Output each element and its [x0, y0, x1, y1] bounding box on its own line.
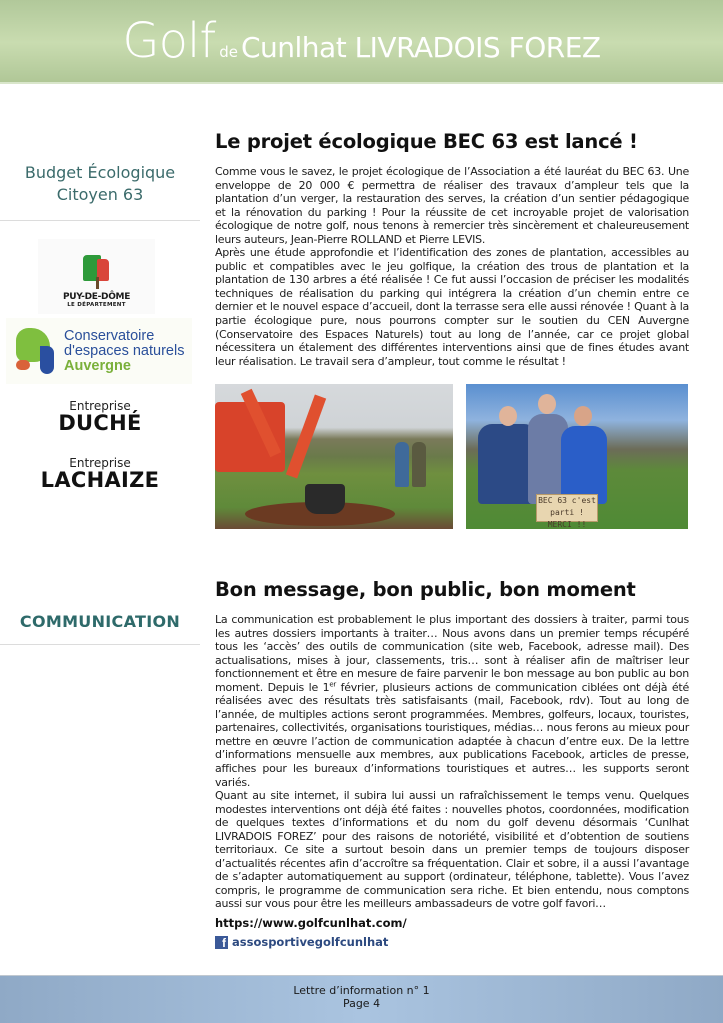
website-link[interactable]: https://www.golfcunlhat.com/ — [215, 916, 407, 931]
partner-name: DUCHÉ — [58, 411, 142, 435]
newsletter-title — [122, 13, 600, 69]
article-body — [215, 165, 689, 368]
paragraph: La communication est probablement le plus important des dossiers à traiter, parmi tous les autres dossiers importants à traiter… Nous avons dans un premier temps récupéré tous les ‘accès’ des outils de communication (site web, Facebook, adresse mail). Des actualisations, mises à jour, classements, tris… sont à réaliser afin de maîtriser leur fonctionnement et être en mesure de faire parvenir le bon message au bon public au bon moment. Depuis le 1er février, plusieurs actions de communication ciblées ont déjà été réalisées avec des résultats très satisfaisants (mail, Facebook, rdv). Tout au long de l’année, de multiples actions seront programmées. Membres, golfeurs, locaux, touristes, partenaires, collectivités, organisations touristiques, médias… nous ferons au mieux pour mettre en œuvre l’action de communication adaptée à chacun d’entre eux. De la lettre d’informations mensuelle aux membres, aux publications Facebook, articles de presse, affiches pour les bureaux d’informations touristiques et autres… les supports seront variés. — [215, 613, 689, 789]
title-club-name: Cunlhat LIVRADOIS FOREZ — [240, 31, 601, 64]
budget-title-line1: Budget Écologique — [24, 163, 176, 182]
partner-name: LACHAIZE — [40, 468, 160, 492]
cen-auvergne-logo — [6, 318, 192, 384]
article-body — [215, 613, 689, 911]
title-de: de — [219, 43, 238, 61]
photo-three-men — [466, 384, 688, 529]
logo-cen-line3: Auvergne — [64, 357, 131, 374]
logo-puy-line2: LE DÉPARTEMENT — [67, 302, 126, 308]
photo-excavator — [215, 384, 453, 529]
puy-de-dome-logo — [38, 239, 155, 314]
footer-newsletter-number: Lettre d’information n° 1 — [293, 984, 430, 997]
tree-icon — [83, 255, 111, 289]
section-label-communication: COMMUNICATION — [19, 612, 181, 631]
partner-label: Entreprise — [69, 399, 131, 413]
article-title: Bon message, bon public, bon moment — [215, 578, 636, 601]
partner-duche — [0, 399, 200, 435]
footer-page-number: Page 4 — [342, 997, 381, 1010]
logo-cen-line1: Conservatoire — [64, 327, 155, 344]
paragraph: Quant au site internet, il subira lui aussi un rafraîchissement le temps venu. Quelques modestes interventions ont déjà été faites : nouvelles photos, coordonnées, modification de quelques textes d’informations et du nom du golf devenu désormais ‘Cunlhat LIVRADOIS FOREZ’ pour des raisons de notoriété, visibilité et d’obtention de soutiens territoriaux. Ce site a surtout besoin dans un premier temps de toujours disposer d’actualités récentes afin d’accroître sa fréquentation. Clair et sobre, il a aussi l’avantage de s’adapter automatiquement au support (ordinateur, téléphone, tablette). Vous l’avez compris, le programme de communication sera riche. Et bien entendu, nous comptons aussi sur vous pour être les meilleurs ambassadeurs de votre golf favori… — [215, 789, 689, 911]
sidebar-divider — [0, 220, 200, 221]
facebook-handle: assosportivegolfcunlhat — [232, 935, 389, 950]
cen-mark-icon — [14, 326, 58, 376]
budget-title-line2: Citoyen 63 — [56, 185, 144, 204]
paragraph: Après une étude approfondie et l’identification des zones de plantation, accessibles au public et compatibles avec le jeu golfique, la création des trous de plantation et la plantation de 130 arbres a été réalisée ! Ce fut aussi l’occasion de préciser les modalités techniques de réalisation du parking qui intégrera la création d’un chemin entre ce dernier et le nouvel espace d’accueil, dont la terrasse sera elle aussi rénovée ! Quant à la partie écologique pure, nous pourrons compter sur le soutien du CEN Auvergne (Conservatoire des Espaces Naturels) tout au long de l’année, car ce projet global nécessitera un étalement des différentes interventions ainsi que de fines études avant leur réalisation. Le travail sera d’ampleur, tout comme le résultat ! — [215, 246, 689, 368]
budget-title — [0, 162, 200, 206]
article-title: Le projet écologique BEC 63 est lancé ! — [215, 130, 638, 153]
logo-cen-line2: d'espaces naturels — [64, 342, 185, 359]
article-bec63 — [215, 130, 689, 368]
sidebar-divider — [0, 644, 200, 645]
page-header — [0, 0, 723, 84]
page-footer — [0, 975, 723, 1023]
facebook-link[interactable] — [215, 935, 689, 949]
facebook-icon: f — [215, 936, 228, 949]
title-golf: Golf — [122, 13, 216, 69]
logo-puy-line1: PUY-DE-DÔME — [62, 292, 131, 302]
article-communication — [215, 578, 689, 949]
partner-lachaize — [0, 456, 200, 492]
merci-sign: BEC 63 c'est parti ! MERCI !! — [536, 494, 598, 522]
partner-label: Entreprise — [69, 456, 131, 470]
paragraph: Comme vous le savez, le projet écologique de l’Association a été lauréat du BEC 63. Une enveloppe de 20 000 € permettra de réaliser des travaux d’ampleur tels que la plantation d’un verger, la restauration des serves, la création d’un sentier pédagogique et la rénovation du parking ! Pour la réussite de cet incroyable projet de valorisation écologique de notre golf, nous tenons à remercier très sincèrement et chaleureusement leurs auteurs, Jean-Pierre ROLLAND et Pierre LEVIS. — [215, 165, 689, 246]
